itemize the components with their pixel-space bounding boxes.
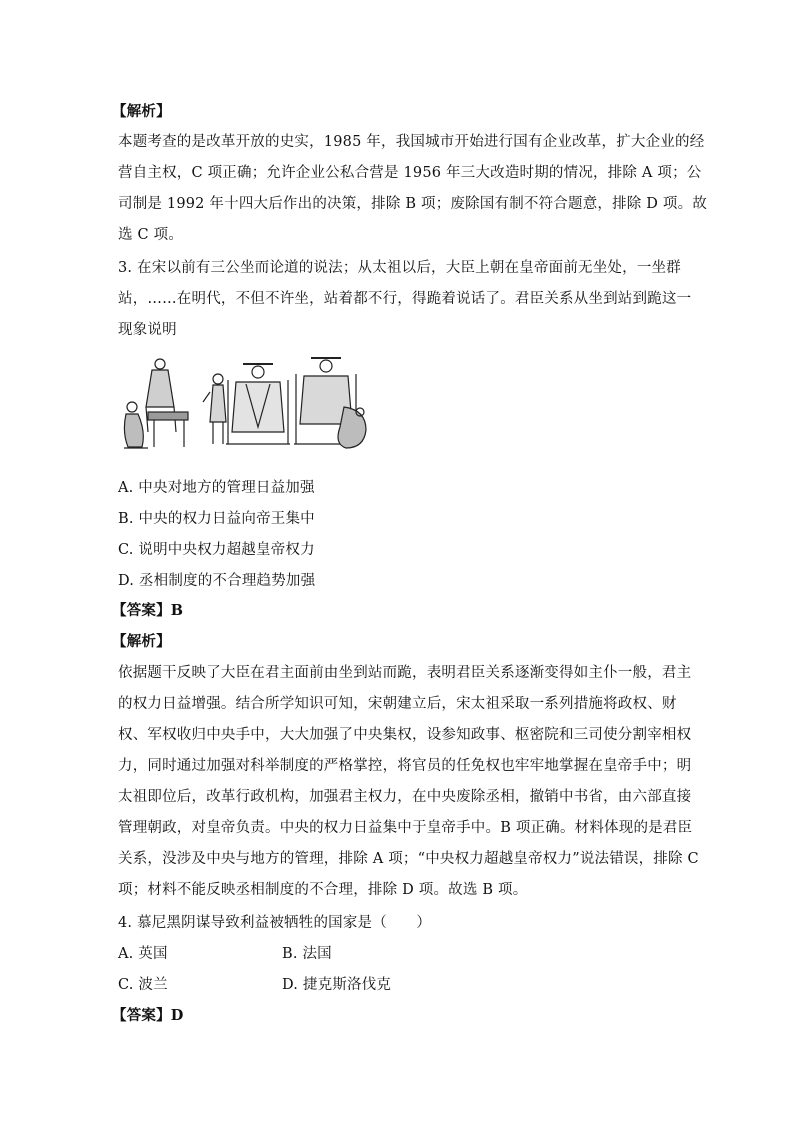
- q3-analysis-line: 项；材料不能反映丞相制度的不合理，排除 D 项。故选 B 项。: [118, 882, 528, 898]
- q2-analysis-line: 营自主权，C 项正确；允许企业公私合营是 1956 年三大改造时期的情况，排除 A 项；公: [118, 165, 702, 181]
- q3-analysis-line: 依据题干反映了大臣在君主面前由坐到站而跪，表明君臣关系逐渐变得如主仆一般，君主: [118, 665, 692, 681]
- q3-option-a: A. 中央对地方的管理日益加强: [118, 480, 315, 496]
- q3-analysis-line: 太祖即位后，改革行政机构，加强君主权力，在中央废除丞相，撤销中书省，由六部直接: [118, 789, 692, 805]
- emperor-on-throne-figure: [226, 364, 290, 444]
- q2-analysis-line: 本题考查的是改革开放的史实，1985 年，我国城市开始进行国有企业改革，扩大企业的经: [118, 134, 705, 150]
- court-illustration: [118, 352, 368, 457]
- q4-question: 4. 慕尼黑阴谋导致利益被牺牲的国家是（ ）: [118, 915, 432, 931]
- q3-question-line: 现象说明: [118, 322, 177, 338]
- q3-analysis-line: 关系，没涉及中央与地方的管理，排除 A 项；“中央权力超越皇帝权力”说法错误，排除 C: [118, 851, 699, 867]
- q4-option-b: B. 法国: [282, 946, 332, 962]
- q3-analysis-line: 力，同时通过加强对科举制度的严格掌控，将官员的任免权也牢牢地掌握在皇帝手中；明: [118, 758, 692, 774]
- q2-analysis-line: 司制是 1992 年十四大后作出的决策，排除 B 项；废除国有制不符合题意，排除 D 项。故: [118, 196, 708, 212]
- q3-analysis-line: 管理朝政，对皇帝负责。中央的权力日益集中于皇帝手中。B 项正确。材料体现的是君臣: [118, 820, 693, 836]
- q4-answer: 【答案】D: [112, 1007, 184, 1024]
- q3-question-line: 站，……在明代，不但不许坐，站着都不行，得跪着说话了。君臣关系从坐到站到跪这一: [118, 291, 692, 307]
- q3-answer: 【答案】B: [112, 602, 184, 619]
- q2-analysis-line: 选 C 项。: [118, 227, 184, 243]
- q4-option-d: D. 捷克斯洛伐克: [282, 977, 392, 993]
- q3-option-b: B. 中央的权力日益向帝王集中: [118, 511, 315, 527]
- q2-analysis-heading: 【解析】: [112, 103, 171, 120]
- seated-ministers-figure: [124, 359, 188, 448]
- emperor-with-kneeling-minister-figure: [294, 358, 366, 448]
- standing-minister-figure: [203, 374, 226, 444]
- q3-question-line: 3. 在宋以前有三公坐而论道的说法；从太祖以后，大臣上朝在皇帝面前无坐处，一坐群: [118, 260, 681, 276]
- q3-option-d: D. 丞相制度的不合理趋势加强: [118, 573, 316, 589]
- q4-option-c: C. 波兰: [118, 977, 168, 993]
- q3-analysis-heading: 【解析】: [112, 633, 171, 650]
- q3-analysis-line: 的权力日益增强。结合所学知识可知，宋朝建立后，宋太祖采取一系列措施将政权、财: [118, 696, 677, 712]
- q3-option-c: C. 说明中央权力超越皇帝权力: [118, 542, 315, 558]
- q3-analysis-line: 权、军权收归中央手中，大大加强了中央集权，设参知政事、枢密院和三司使分割宰相权: [118, 727, 692, 743]
- q4-option-a: A. 英国: [118, 946, 168, 962]
